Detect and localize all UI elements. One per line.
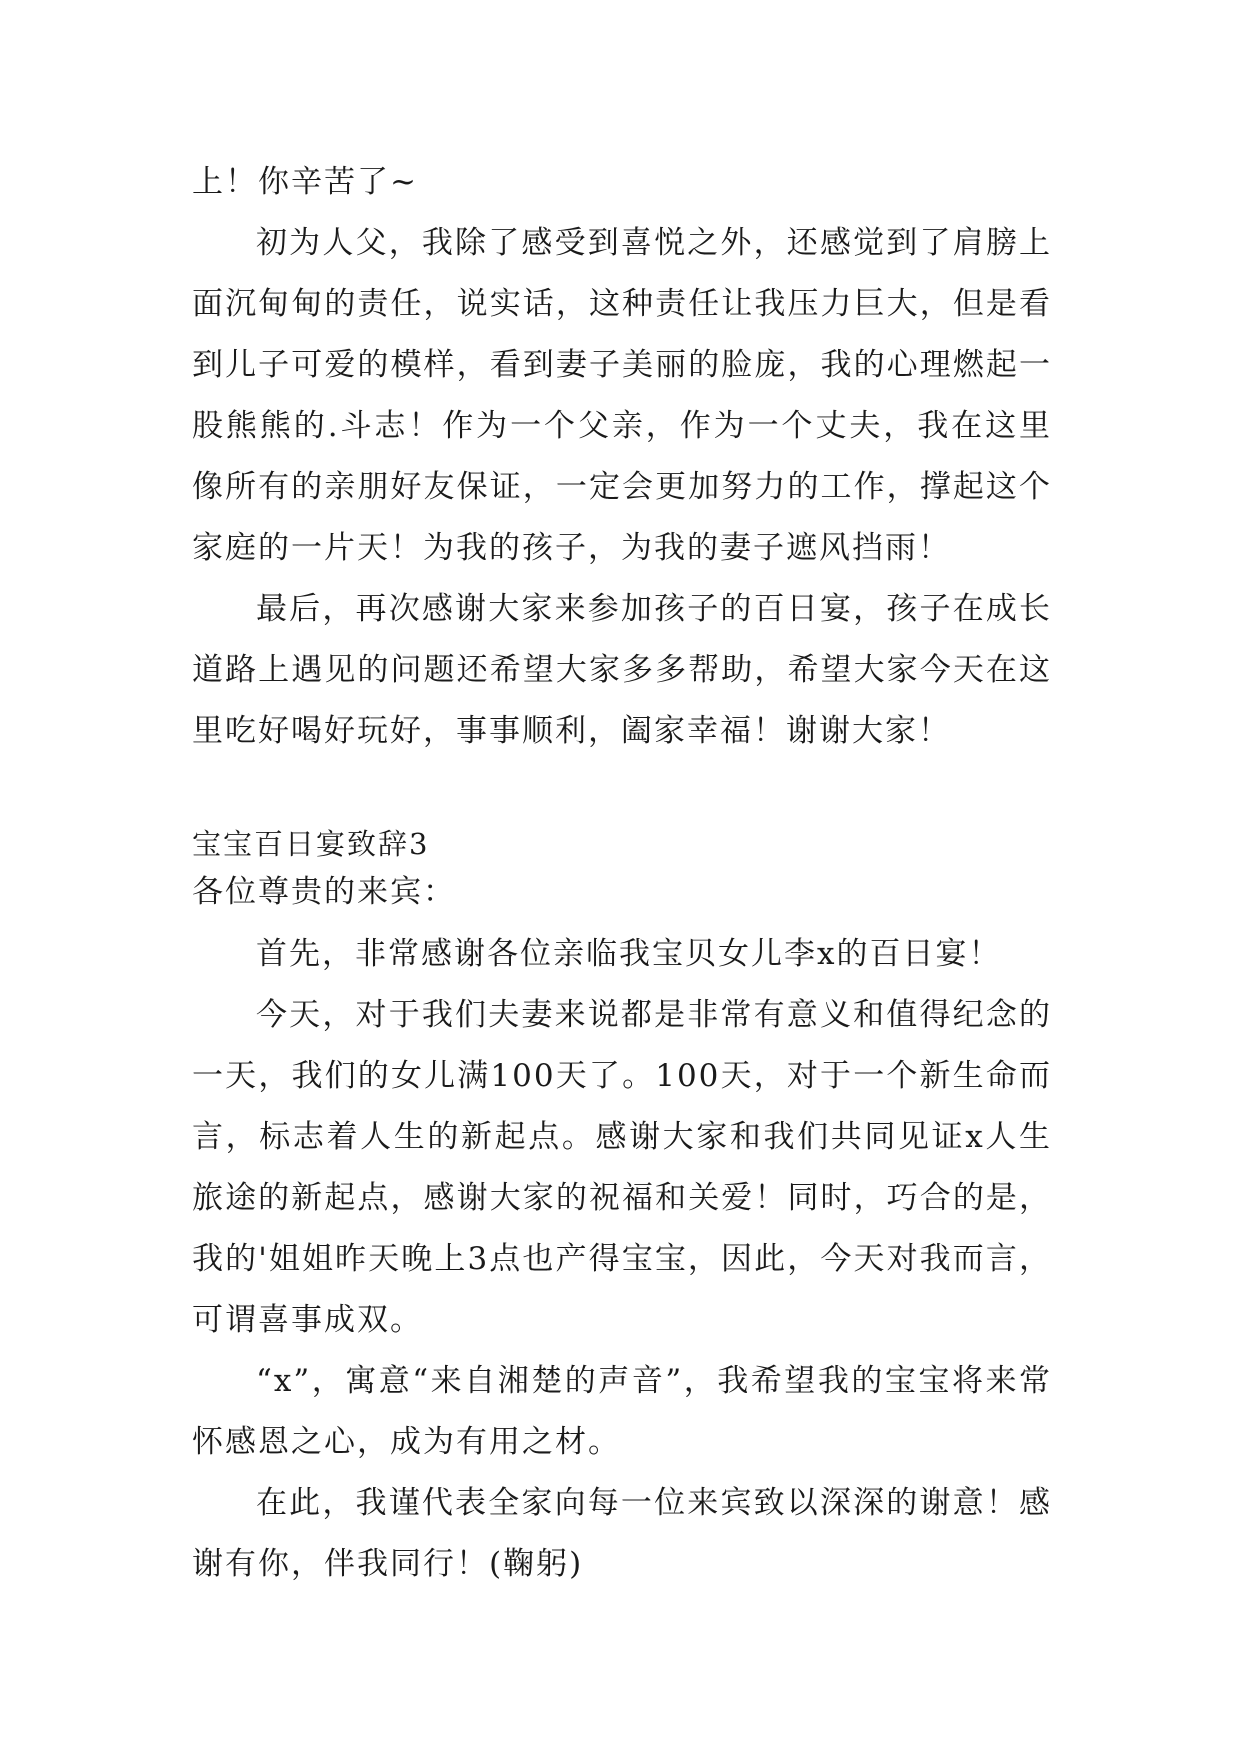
document-body [192, 152, 1052, 1595]
paragraph-welcome: 首先，非常感谢各位亲临我宝贝女儿李x的百日宴！ [256, 936, 1002, 972]
paragraph-hundred-days: 今天，对于我们夫妻来说都是非常有意义和值得纪念的一天，我们的女儿满100天了。100天，对于一个新生命而言，标志着人生的新起点。感谢大家和我们共同见证x人生旅途的新起点，感谢大家的祝福和关爱！同时，巧合的是，我的'姐姐昨天晚上3点也产得宝宝，因此，今天对我而言，可谓喜事成双。 [192, 997, 1052, 1338]
paragraph-new-father: 初为人父，我除了感受到喜悦之外，还感觉到了肩膀上面沉甸甸的责任，说实话，这种责任让我压力巨大，但是看到儿子可爱的模样，看到妻子美丽的脸庞，我的心理燃起一股熊熊的.斗志！作为一个父亲，作为一个丈夫，我在这里像所有的亲朋好友保证，一定会更加努力的工作，撑起这个家庭的一片天！为我的孩子，为我的妻子遮风挡雨！ [192, 225, 1052, 566]
salutation: 各位尊贵的来宾： [192, 874, 456, 910]
section-title: 宝宝百日宴致辞3 [192, 827, 430, 861]
section-spacer [192, 762, 1052, 820]
paragraph-final-thanks: 在此，我谨代表全家向每一位来宾致以深深的谢意！感谢有你，伴我同行！(鞠躬) [192, 1485, 1052, 1582]
paragraph-continuation: 上！你辛苦了~ [192, 164, 418, 200]
paragraph-closing-thanks: 最后，再次感谢大家来参加孩子的百日宴，孩子在成长道路上遇见的问题还希望大家多多帮助，希望大家今天在这里吃好喝好玩好，事事顺利，阖家幸福！谢谢大家！ [192, 591, 1052, 749]
paragraph-name-meaning: “x”，寓意“来自湘楚的声音”，我希望我的宝宝将来常怀感恩之心，成为有用之材。 [192, 1363, 1052, 1460]
